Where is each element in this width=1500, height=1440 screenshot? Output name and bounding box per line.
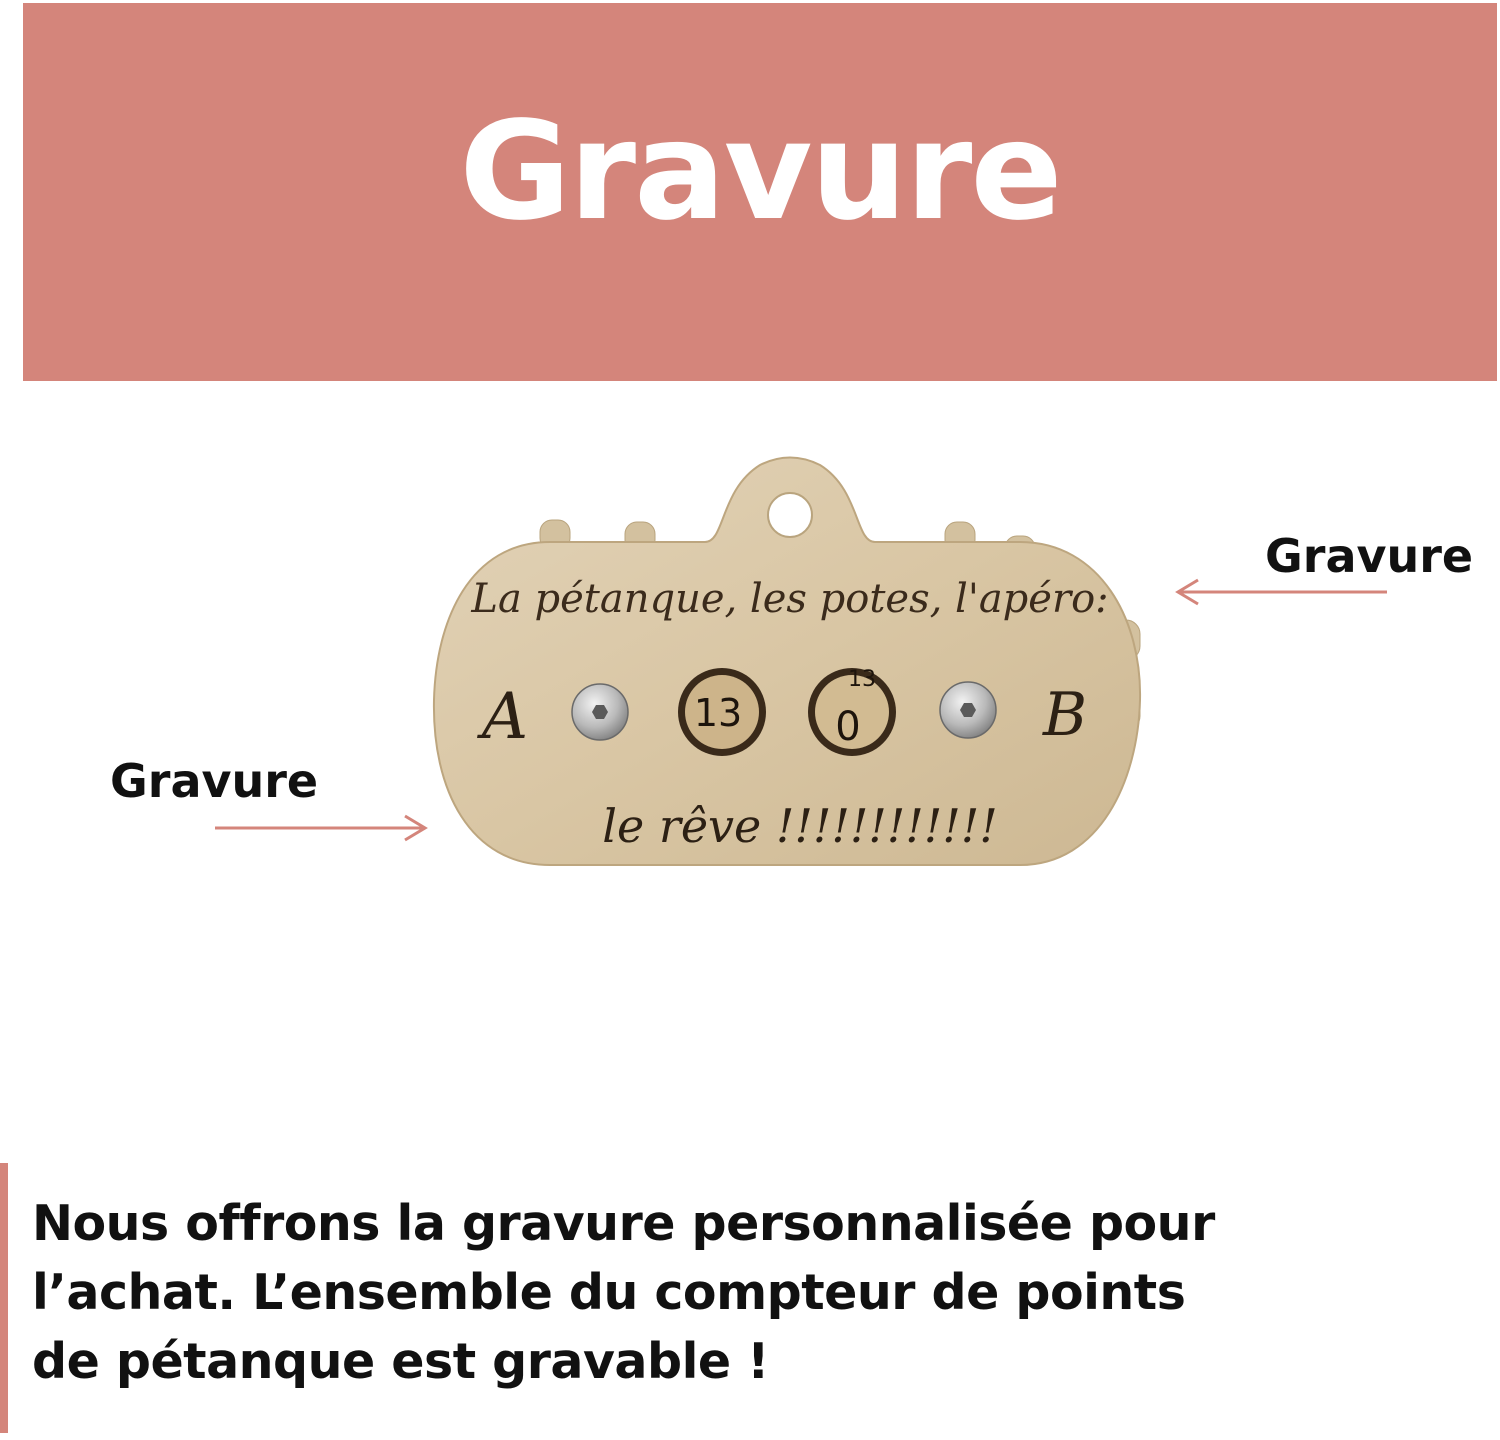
score-right-peek: 13 xyxy=(848,667,876,692)
header-banner xyxy=(23,3,1497,381)
petanque-counter-image xyxy=(420,450,1160,890)
team-b-letter: B xyxy=(1042,680,1088,750)
team-a-letter: A xyxy=(481,680,529,754)
callout-label-right: Gravure xyxy=(1265,529,1474,583)
hang-hole xyxy=(768,493,812,537)
arrow-left-pointing-icon xyxy=(1172,578,1392,608)
engraving-bottom-text: le rêve !!!!!!!!!!!! xyxy=(602,799,998,853)
score-left-value: 13 xyxy=(693,691,743,735)
score-window-left xyxy=(678,668,766,756)
footer-text: Nous offrons la gravure personnalisée pour l’achat. L’ensemble du compteur de points de pétanque est gravable ! xyxy=(32,1195,1215,1390)
callout-label-left: Gravure xyxy=(110,754,319,808)
banner-title: Gravure xyxy=(459,93,1061,251)
score-right-value: 0 xyxy=(835,704,861,750)
engraving-top-text: La pétanque, les potes, l'apéro: xyxy=(471,576,1109,622)
left-bolt xyxy=(572,684,628,740)
right-bolt xyxy=(940,682,996,738)
footer-note xyxy=(0,1163,1500,1433)
arrow-right-pointing-icon xyxy=(213,814,433,844)
petanque-counter-illustration xyxy=(420,450,1160,890)
footer-accent-bar xyxy=(0,1163,8,1433)
